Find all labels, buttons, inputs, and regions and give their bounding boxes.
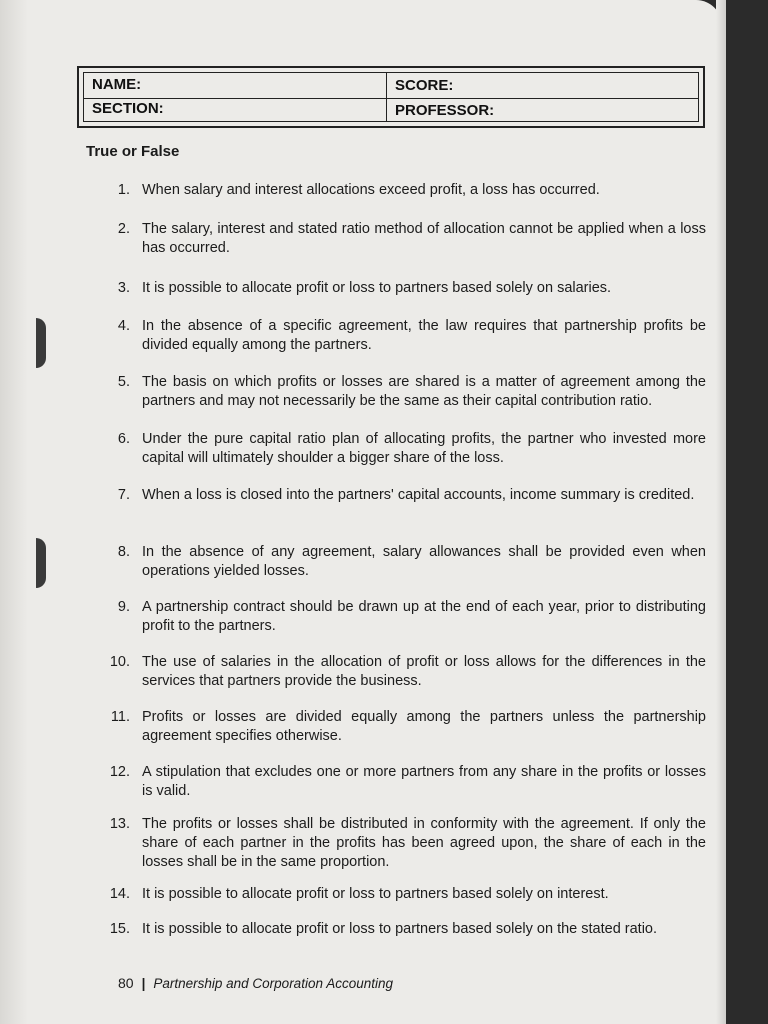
score-label: SCORE: (395, 77, 454, 94)
book-title: Partnership and Corporation Accounting (153, 976, 394, 991)
question-text: It is possible to allocate profit or loss to partners based solely on interest. (142, 886, 609, 902)
section-title: True or False (86, 143, 180, 160)
question-text: The use of salaries in the allocation of profit or loss allows for the differences in the services that partners provide the business. (142, 654, 706, 689)
page-footer (118, 975, 393, 991)
question-text: Profits or losses are divided equally among the partners unless the partnership agreement specifies otherwise. (142, 709, 706, 744)
question-number: 3. (117, 280, 130, 296)
question-text: When a loss is closed into the partners' capital accounts, income summary is credited. (142, 487, 695, 503)
page-shadow (0, 0, 28, 1024)
question-text: The basis on which profits or losses are shared is a matter of agreement among the partners and may not necessarily be the same as their capital contribution ratio. (142, 374, 706, 409)
question-number: 11. (110, 709, 130, 725)
question-number: 4. (117, 318, 130, 334)
question-number: 1. (117, 182, 130, 198)
professor-label: PROFESSOR: (395, 102, 495, 119)
question-number: 13. (109, 816, 130, 832)
question-number: 2. (117, 221, 130, 237)
question-text: It is possible to allocate profit or loss to partners based solely on salaries. (142, 280, 612, 296)
page-edge (716, 0, 726, 1024)
binding-hole (36, 318, 46, 368)
footer-separator: | (141, 976, 146, 991)
grid-divider (386, 73, 387, 121)
question-text: A partnership contract should be drawn up at the end of each year, prior to distributing profit to the partners. (142, 599, 706, 634)
question-text: In the absence of a specific agreement, the law requires that partnership profits be divided equally among the partners. (142, 318, 706, 353)
student-info-grid (83, 72, 699, 122)
binding-hole (36, 538, 46, 588)
section-label: SECTION: (92, 100, 164, 117)
question-text: The profits or losses shall be distributed in conformity with the agreement. If only the share of each partner in the profits has been agreed upon, the share of each in the losses shall be in the same proportion. (142, 816, 706, 870)
question-number: 7. (117, 487, 130, 503)
question-text: In the absence of any agreement, salary allowances shall be provided even when operations yielded losses. (142, 544, 706, 579)
question-number: 6. (117, 431, 130, 447)
question-number: 14. (109, 886, 130, 902)
question-text: A stipulation that excludes one or more partners from any share in the profits or losses is valid. (142, 764, 706, 799)
question-number: 8. (117, 544, 130, 560)
name-label: NAME: (92, 76, 142, 93)
student-info-box (77, 66, 705, 128)
page-number: 80 (118, 975, 134, 991)
question-number: 15. (109, 921, 130, 937)
question-text: It is possible to allocate profit or loss to partners based solely on the stated ratio. (142, 921, 658, 937)
question-number: 9. (117, 599, 130, 615)
question-text: When salary and interest allocations exceed profit, a loss has occurred. (142, 182, 600, 198)
question-text: The salary, interest and stated ratio method of allocation cannot be applied when a loss has occurred. (142, 221, 706, 256)
question-text: Under the pure capital ratio plan of allocating profits, the partner who invested more capital will ultimately shoulder a bigger share of the loss. (142, 431, 706, 466)
question-number: 5. (117, 374, 130, 390)
question-number: 10. (109, 654, 130, 670)
question-number: 12. (109, 764, 130, 780)
grid-divider (84, 98, 698, 99)
